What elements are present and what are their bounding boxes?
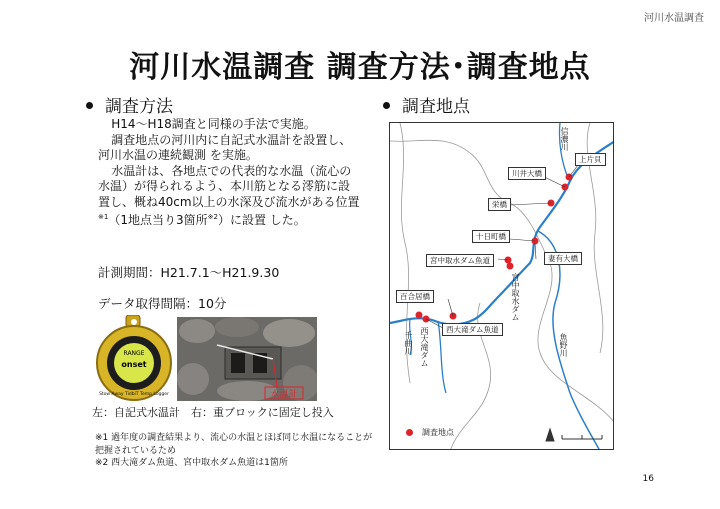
method-line-3-post: ）に設置 した。 xyxy=(217,213,306,227)
page-title: 河川水温調査 調査方法･調査地点 xyxy=(129,50,591,85)
method-line-2: 調査地点の河川内に自記式水温計を設置し、河川水温の連続観測 を実施。 xyxy=(98,132,352,162)
footnote-2: ※2 西大滝ダム魚道、宮中取水ダム魚道は1箇所 xyxy=(95,458,288,468)
site-label-tsumariohashi: 妻有大橋 xyxy=(544,252,582,265)
method-line-3 xyxy=(98,164,360,229)
method-line-3-mid: （1地点当り3箇所 xyxy=(108,213,208,227)
site-label-kawaiohashi: 川井大橋 xyxy=(508,167,546,180)
legend-label: 調査地点 xyxy=(422,428,454,437)
north-arrow-icon xyxy=(546,429,554,441)
river-label-miyanaka-dam: 宮中取水ダム xyxy=(511,273,520,321)
legend-marker-icon xyxy=(406,429,413,436)
photo-tag: 水温計 xyxy=(270,390,298,400)
header-label: 河川水温調査 xyxy=(644,13,704,24)
site-heading-text: 調査地点 xyxy=(402,97,470,117)
site-label-tokamachibashi: 十日町橋 xyxy=(472,230,510,243)
logger-range-text: RANGE xyxy=(123,350,145,357)
method-line-3-pre: 水温計は、各地点での代表的な水温（流心の水温）が得られるよう、本川筋となる澪筋に設置し、概ね40cm以上の水深及び流水がある位置 xyxy=(98,163,360,209)
method-heading xyxy=(86,92,173,117)
page-number: 16 xyxy=(642,474,654,484)
bullet-icon xyxy=(86,102,93,109)
note-mark-2: ※2 xyxy=(207,213,218,221)
site-label-miyanaka-fishway: 宮中取水ダム魚道 xyxy=(426,254,494,267)
logger-photo xyxy=(92,315,176,401)
scale-bar xyxy=(562,435,602,439)
photo-caption: 左：自記式水温計 右：重ブロックに固定し投入 xyxy=(92,406,334,419)
site-label-sakaebashi: 栄橋 xyxy=(488,198,511,211)
method-body xyxy=(98,117,360,229)
block-photo xyxy=(177,317,317,401)
river-label-shinano: 信濃川 xyxy=(560,127,569,151)
logger-brand-text: onset xyxy=(121,360,147,369)
river-label-chikuma: 千曲川 xyxy=(404,331,413,355)
footnote-1: ※1 過年度の調査結果より、流心の水温とほぼ同じ水温になることが把握されているため xyxy=(95,433,373,456)
logger-ring-text: Stow Away TidbiT Temp Logger xyxy=(99,392,169,397)
bullet-icon xyxy=(383,102,390,109)
method-heading-text: 調査方法 xyxy=(105,97,173,117)
measurement-period: 計測期間：H21.7.1～H21.9.30 xyxy=(98,265,280,280)
river-label-nishiotaki-dam: 西大滝ダム xyxy=(420,327,429,367)
data-interval: データ取得間隔：10分 xyxy=(98,296,227,311)
method-line-1: H14～H18調査と同様の手法で実施。 xyxy=(111,117,316,131)
footnotes xyxy=(95,432,375,470)
site-heading xyxy=(383,92,470,117)
site-label-nishiotaki-fishway: 西大滝ダム魚道 xyxy=(442,323,503,336)
site-label-yuriibashi: 百合居橋 xyxy=(396,290,434,303)
map-graphic xyxy=(390,123,614,450)
river-label-uono: 魚野川 xyxy=(559,333,568,357)
note-mark-1: ※1 xyxy=(98,213,109,221)
site-map xyxy=(389,122,614,450)
site-label-kamikatakai: 上片貝 xyxy=(575,153,606,166)
